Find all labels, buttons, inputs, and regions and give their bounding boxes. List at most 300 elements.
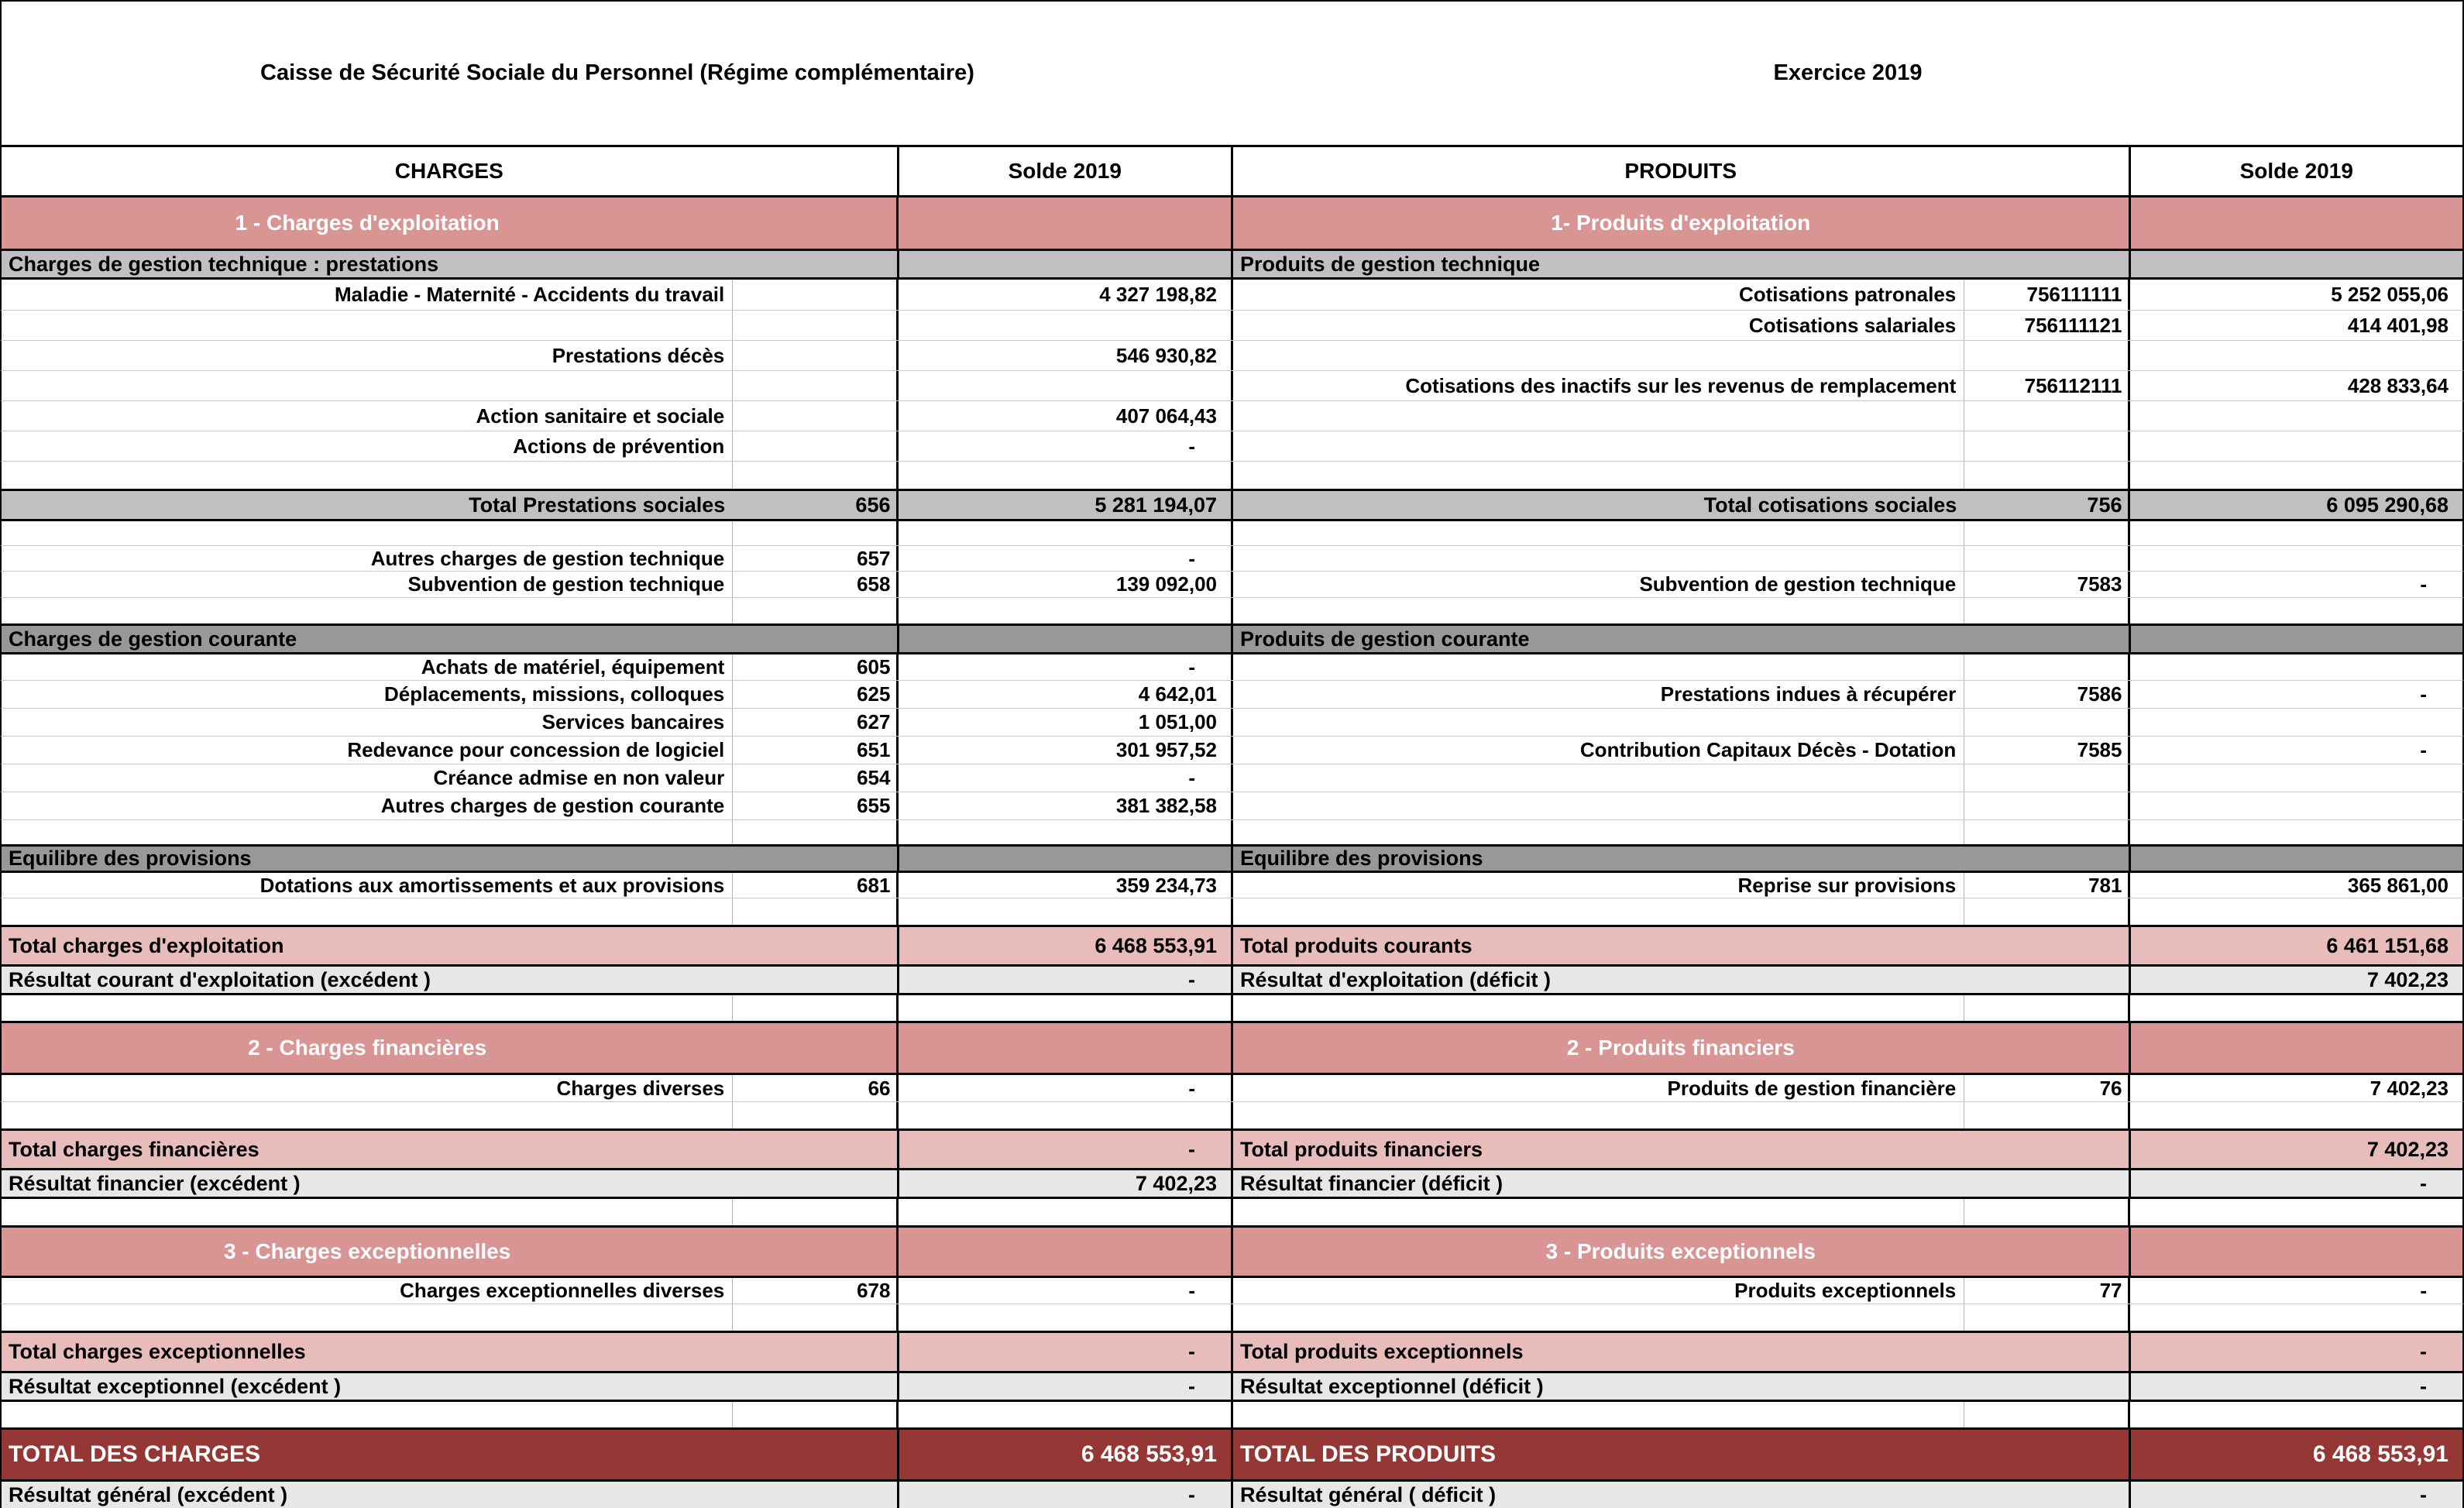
section-title: 3 - Charges exceptionnelles	[223, 1239, 511, 1263]
charges-half	[2, 737, 1233, 764]
label-cell	[2, 1102, 733, 1128]
produits-half	[1233, 820, 2462, 844]
solde-cell	[899, 198, 1231, 249]
produits-half	[1233, 1430, 2462, 1479]
table-row	[0, 1304, 2464, 1331]
table-row	[0, 993, 2464, 1021]
table-row	[0, 680, 2464, 708]
label-cell: TOTAL DES CHARGES	[2, 1430, 899, 1479]
charges-half	[2, 1304, 1233, 1331]
solde-cell: 7 402,23	[1135, 1171, 1217, 1195]
solde-cell	[899, 1304, 1231, 1331]
label-cell: Résultat financier (déficit )	[1233, 1170, 2131, 1197]
produits-half	[1233, 598, 2462, 623]
produits-half	[1233, 1333, 2462, 1371]
account-code-cell	[1964, 995, 2130, 1021]
charges-half	[2, 371, 1233, 400]
solde-cell	[2131, 847, 2463, 871]
solde-cell: -	[1188, 967, 1195, 991]
solde-cell: -	[1188, 1374, 1195, 1398]
solde-cell: -	[1188, 546, 1195, 570]
solde-cell: 381 382,58	[1115, 794, 1217, 817]
label-cell: Résultat général (excédent )	[2, 1482, 899, 1508]
label-cell: Reprise sur provisions	[1233, 873, 1964, 898]
solde-cell: -	[2420, 682, 2427, 706]
label-cell	[1233, 1402, 1964, 1427]
solde-cell	[2130, 521, 2462, 545]
account-code-cell	[1964, 521, 2130, 545]
solde-cell	[2131, 1228, 2463, 1276]
label-cell	[1233, 654, 1964, 680]
charges-half	[2, 462, 1233, 489]
solde-cell: 6 468 553,91	[1081, 1441, 1217, 1467]
solde-cell: -	[1188, 655, 1195, 678]
solde-cell	[2130, 341, 2462, 370]
produits-half	[1233, 371, 2462, 400]
label-cell	[1233, 431, 1964, 461]
account-code-cell: 756	[1964, 491, 2130, 519]
charges-half	[2, 1482, 1233, 1508]
produits-half	[1233, 1304, 2462, 1331]
produits-half	[1233, 546, 2462, 571]
label-cell	[2, 311, 733, 340]
solde-cell: 359 234,73	[1115, 873, 1217, 897]
table-row	[0, 1101, 2464, 1128]
label-cell	[1233, 341, 1964, 370]
report-title-band	[0, 0, 2464, 147]
account-code-cell: 605	[733, 654, 899, 680]
table-row	[0, 1331, 2464, 1371]
account-code-cell: 7586	[1964, 681, 2130, 708]
solde-cell: 4 642,01	[1138, 682, 1217, 706]
label-cell: Total charges exceptionnelles	[2, 1333, 899, 1371]
solde-cell: -	[2420, 1340, 2427, 1363]
produits-half	[1233, 251, 2462, 277]
label-cell	[2, 462, 733, 489]
account-code-cell	[1964, 341, 2130, 370]
label-cell: Prestations indues à récupérer	[1233, 681, 1964, 708]
label-cell: TOTAL DES PRODUITS	[1233, 1430, 2131, 1479]
solde-cell	[2131, 1023, 2463, 1073]
section-title: 2 - Produits financiers	[1233, 1023, 2131, 1073]
account-code-cell: 7583	[1964, 572, 2130, 597]
account-code-cell	[1964, 431, 2130, 461]
solde-cell: 5 281 194,07	[1095, 493, 1217, 517]
account-code-cell	[1964, 1102, 2130, 1128]
section-title: 1 - Charges d'exploitation	[235, 211, 500, 235]
charges-half	[2, 1199, 1233, 1225]
label-cell: Déplacements, missions, colloques	[2, 681, 733, 708]
solde-cell	[899, 1023, 1231, 1073]
solde-cell: -	[2420, 1279, 2427, 1302]
solde-cell	[2130, 401, 2462, 431]
table-row	[0, 400, 2464, 431]
label-cell: Charges diverses	[2, 1075, 733, 1101]
charges-half	[2, 927, 1233, 964]
label-cell: Charges de gestion technique : prestations	[2, 251, 899, 277]
table-row	[0, 871, 2464, 898]
label-cell: Produits de gestion financière	[1233, 1075, 1964, 1101]
table-row	[0, 597, 2464, 623]
account-code-cell	[733, 521, 899, 545]
produits-half	[1233, 681, 2462, 708]
charges-half	[2, 967, 1233, 993]
produits-half	[1233, 1170, 2462, 1197]
label-cell: Dotations aux amortissements et aux provisions	[2, 873, 733, 898]
charges-half	[2, 251, 1233, 277]
solde-cell	[899, 820, 1231, 844]
label-cell	[2, 995, 733, 1021]
label-cell	[1233, 521, 1964, 545]
account-code-cell	[733, 1199, 899, 1225]
solde-cell	[2130, 1402, 2462, 1427]
charges-half	[2, 792, 1233, 819]
solde-cell: -	[2420, 1482, 2427, 1506]
label-cell	[1233, 546, 1964, 571]
table-row	[0, 819, 2464, 844]
table-row	[0, 925, 2464, 964]
produits-half	[1233, 1278, 2462, 1304]
solde-cell	[2130, 820, 2462, 844]
produits-half	[1233, 491, 2462, 519]
column-header-row	[0, 147, 2464, 198]
table-row	[0, 1225, 2464, 1276]
charges-half	[2, 681, 1233, 708]
solde-cell	[2130, 1199, 2462, 1225]
account-code-cell	[1964, 401, 2130, 431]
solde-cell	[899, 1102, 1231, 1128]
solde-cell	[2130, 431, 2462, 461]
table-row	[0, 198, 2464, 249]
account-code-cell	[733, 462, 899, 489]
charges-half	[2, 1131, 1233, 1168]
solde-cell: 407 064,43	[1115, 404, 1217, 428]
table-row	[0, 489, 2464, 519]
account-code-cell: 656	[733, 491, 899, 519]
solde-cell	[2131, 626, 2463, 652]
account-code-cell	[1964, 764, 2130, 792]
table-row	[0, 1371, 2464, 1400]
account-code-cell	[733, 1304, 899, 1331]
produits-half	[1233, 764, 2462, 792]
charges-half	[2, 764, 1233, 792]
solde-cell: 6 468 553,91	[1095, 933, 1217, 957]
table-row	[0, 1168, 2464, 1197]
solde-cell	[2130, 792, 2462, 819]
label-cell	[1233, 709, 1964, 736]
label-cell: Maladie - Maternité - Accidents du travail	[2, 280, 733, 310]
charges-half	[2, 626, 1233, 652]
label-cell: Contribution Capitaux Décès - Dotation	[1233, 737, 1964, 764]
solde-cell: 7 402,23	[2366, 1137, 2449, 1161]
charges-half	[2, 598, 1233, 623]
produits-half	[1233, 873, 2462, 898]
account-code-cell: 7585	[1964, 737, 2130, 764]
solde-cell	[899, 995, 1231, 1021]
report-period: Exercice 2019	[1773, 60, 1923, 85]
account-code-cell: 654	[733, 764, 899, 792]
solde-cell	[2130, 1304, 2462, 1331]
charges-column-header: CHARGES	[2, 147, 899, 195]
account-code-cell: 756111111	[1964, 280, 2130, 310]
charges-half	[2, 1430, 1233, 1479]
solde-cell: 301 957,52	[1115, 738, 1217, 761]
label-cell: Produits exceptionnels	[1233, 1278, 1964, 1304]
account-code-cell	[733, 898, 899, 925]
account-code-cell	[1964, 1402, 2130, 1427]
solde-cell	[899, 1402, 1231, 1427]
account-code-cell	[1964, 898, 2130, 925]
charges-half	[2, 1402, 1233, 1427]
charges-half	[2, 1278, 1233, 1304]
charges-half	[2, 709, 1233, 736]
account-code-cell	[733, 431, 899, 461]
table-row	[0, 277, 2464, 310]
produits-half	[1233, 1482, 2462, 1508]
produits-half	[1233, 521, 2462, 545]
solde-cell	[2130, 995, 2462, 1021]
account-code-cell: 651	[733, 737, 899, 764]
label-cell	[2, 1199, 733, 1225]
table-row	[0, 1128, 2464, 1168]
charges-half	[2, 1023, 1233, 1073]
solde-cell	[899, 521, 1231, 545]
label-cell: Subvention de gestion technique	[2, 572, 733, 597]
produits-half	[1233, 1373, 2462, 1400]
produits-half	[1233, 462, 2462, 489]
charges-half	[2, 147, 1233, 195]
produits-half	[1233, 1402, 2462, 1427]
label-cell: Résultat financier (excédent )	[2, 1170, 899, 1197]
produits-half	[1233, 280, 2462, 310]
produits-half	[1233, 847, 2462, 871]
solde-cell	[2130, 654, 2462, 680]
label-cell: Total charges financières	[2, 1131, 899, 1168]
solde-cell: -	[1188, 1482, 1195, 1506]
section-title: 2 - Charges financières	[248, 1036, 487, 1060]
label-cell: Prestations décès	[2, 341, 733, 370]
solde-cell: 7 402,23	[2369, 1076, 2449, 1100]
label-cell: Total produits courants	[1233, 927, 2131, 964]
produits-half	[1233, 626, 2462, 652]
charges-half	[2, 847, 1233, 871]
label-cell: Produits de gestion technique	[1233, 251, 2131, 277]
produits-half	[1233, 341, 2462, 370]
label-cell: Total charges d'exploitation	[2, 927, 899, 964]
table-row	[0, 1073, 2464, 1101]
account-code-cell	[1964, 709, 2130, 736]
table-row	[0, 340, 2464, 370]
table-row	[0, 571, 2464, 597]
label-cell	[2, 1304, 733, 1331]
solde-cell: -	[1188, 1137, 1195, 1161]
label-cell: Cotisations patronales	[1233, 280, 1964, 310]
table-row	[0, 708, 2464, 736]
table-row	[0, 310, 2464, 340]
label-cell: Charges de gestion courante	[2, 626, 899, 652]
account-code-cell: 658	[733, 572, 899, 597]
label-cell	[1233, 1304, 1964, 1331]
solde-cell	[2131, 198, 2463, 249]
solde-cell: -	[1188, 1279, 1195, 1302]
table-row	[0, 519, 2464, 545]
label-cell: Créance admise en non valeur	[2, 764, 733, 792]
produits-half	[1233, 1075, 2462, 1101]
solde-cell	[899, 598, 1231, 623]
solde-cell: 139 092,00	[1115, 572, 1217, 596]
charges-half	[2, 401, 1233, 431]
produits-half	[1233, 1131, 2462, 1168]
charges-half	[2, 1228, 1233, 1276]
account-code-cell	[733, 1102, 899, 1128]
charges-half	[2, 1170, 1233, 1197]
charges-half	[2, 654, 1233, 680]
charges-half	[2, 1075, 1233, 1101]
section-title: 3 - Produits exceptionnels	[1233, 1228, 2131, 1276]
produits-half	[1233, 431, 2462, 461]
table-row	[0, 844, 2464, 871]
label-cell	[1233, 898, 1964, 925]
table-row	[0, 898, 2464, 925]
table-row	[0, 545, 2464, 571]
table-row	[0, 1021, 2464, 1073]
label-cell	[1233, 1102, 1964, 1128]
table-row	[0, 431, 2464, 461]
account-code-cell	[733, 1228, 899, 1276]
solde-cell	[2131, 251, 2463, 277]
label-cell: Action sanitaire et sociale	[2, 401, 733, 431]
label-cell	[1233, 764, 1964, 792]
solde-cell: -	[1188, 1340, 1195, 1363]
solde-cell: 6 468 553,91	[2312, 1441, 2449, 1467]
account-code-cell	[1964, 1199, 2130, 1225]
account-code-cell	[733, 995, 899, 1021]
produits-half	[1233, 147, 2462, 195]
solde-column-header-right: Solde 2019	[2239, 159, 2353, 183]
account-code-cell: 76	[1964, 1075, 2130, 1101]
solde-cell: -	[1188, 1076, 1195, 1100]
solde-cell: -	[2420, 1171, 2427, 1195]
solde-cell	[899, 462, 1231, 489]
charges-half	[2, 572, 1233, 597]
table-row	[0, 370, 2464, 400]
solde-cell	[2130, 462, 2462, 489]
produits-half	[1233, 401, 2462, 431]
solde-cell	[2130, 898, 2462, 925]
label-cell	[2, 371, 733, 400]
label-cell	[2, 898, 733, 925]
account-code-cell	[733, 1402, 899, 1427]
solde-cell: -	[2420, 572, 2427, 596]
solde-cell: 6 461 151,68	[2326, 933, 2449, 957]
label-cell: Résultat exceptionnel (excédent )	[2, 1373, 899, 1400]
produits-half	[1233, 737, 2462, 764]
account-code-cell	[733, 598, 899, 623]
produits-half	[1233, 898, 2462, 925]
account-code-cell	[733, 371, 899, 400]
solde-cell	[899, 311, 1231, 340]
charges-half	[2, 341, 1233, 370]
label-cell: Equilibre des provisions	[1233, 847, 2131, 871]
solde-cell	[2130, 709, 2462, 736]
label-cell: Produits de gestion courante	[1233, 626, 2131, 652]
produits-half	[1233, 654, 2462, 680]
account-code-cell	[733, 280, 899, 310]
label-cell	[1233, 401, 1964, 431]
account-code-cell: 625	[733, 681, 899, 708]
charges-half	[2, 280, 1233, 310]
title-right-half	[1233, 2, 2462, 145]
charges-half	[2, 820, 1233, 844]
account-code-cell: 627	[733, 709, 899, 736]
solde-cell: -	[2420, 1374, 2427, 1398]
table-row	[0, 249, 2464, 277]
solde-cell	[899, 1228, 1231, 1276]
account-code-cell	[1964, 654, 2130, 680]
label-cell: Total produits exceptionnels	[1233, 1333, 2131, 1371]
label-cell: Cotisations des inactifs sur les revenus de remplacement	[1233, 371, 1964, 400]
account-code-cell: 655	[733, 792, 899, 819]
solde-cell: -	[1188, 434, 1195, 458]
produits-half	[1233, 967, 2462, 993]
account-code-cell	[733, 198, 899, 249]
charges-half	[2, 198, 1233, 249]
table-row	[0, 623, 2464, 652]
solde-cell	[899, 1199, 1231, 1225]
table-row	[0, 792, 2464, 819]
solde-cell	[2130, 546, 2462, 571]
solde-cell: 365 861,00	[2347, 873, 2449, 897]
solde-cell	[899, 898, 1231, 925]
account-code-cell: 781	[1964, 873, 2130, 898]
label-cell: Résultat général ( déficit )	[1233, 1482, 2131, 1508]
account-code-cell	[1964, 1304, 2130, 1331]
solde-cell	[2130, 598, 2462, 623]
table-row	[0, 652, 2464, 680]
charges-half	[2, 1373, 1233, 1400]
solde-cell: 5 252 055,06	[2331, 283, 2449, 306]
label-cell: Services bancaires	[2, 709, 733, 736]
solde-cell	[2130, 764, 2462, 792]
account-code-cell: 681	[733, 873, 899, 898]
account-code-cell	[733, 311, 899, 340]
label-cell: Total Prestations sociales	[469, 493, 726, 517]
solde-cell: 1 051,00	[1138, 710, 1217, 733]
solde-cell	[899, 626, 1232, 652]
charges-half	[2, 311, 1233, 340]
solde-cell	[899, 251, 1232, 277]
account-code-cell	[1964, 820, 2130, 844]
label-cell: Charges exceptionnelles diverses	[2, 1278, 733, 1304]
account-code-cell	[1964, 462, 2130, 489]
solde-cell: -	[1188, 766, 1195, 789]
account-code-cell: 66	[733, 1075, 899, 1101]
solde-cell: 428 833,64	[2347, 373, 2449, 397]
label-cell	[2, 598, 733, 623]
label-cell: Total cotisations sociales	[1703, 493, 1957, 517]
produits-half	[1233, 311, 2462, 340]
table-row	[0, 964, 2464, 993]
charges-half	[2, 995, 1233, 1021]
table-row	[0, 1427, 2464, 1479]
label-cell: Total produits financiers	[1233, 1131, 2131, 1168]
label-cell: Cotisations salariales	[1233, 311, 1964, 340]
produits-half	[1233, 198, 2462, 249]
label-cell: Autres charges de gestion courante	[2, 792, 733, 819]
solde-cell: 7 402,23	[2366, 967, 2449, 991]
solde-cell: -	[2420, 738, 2427, 761]
produits-half	[1233, 1199, 2462, 1225]
